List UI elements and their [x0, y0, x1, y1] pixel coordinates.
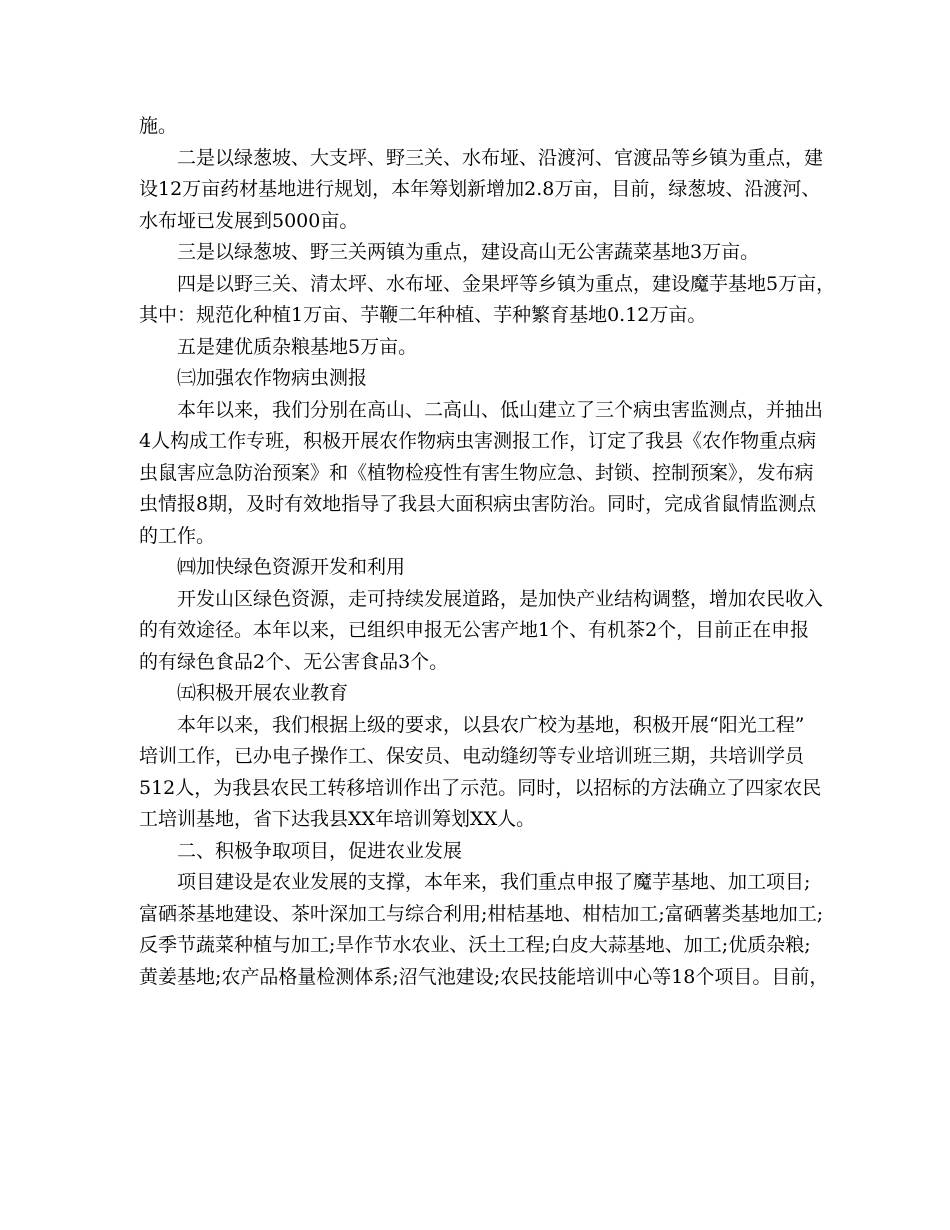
- section-heading: [139, 678, 819, 710]
- paragraph: [139, 143, 824, 238]
- text-line: 4人构成工作专班，积极开展农作物病虫害测报工作，订定了我县《农作物重点病: [139, 430, 817, 452]
- section-heading: [139, 363, 819, 395]
- text-line: 四是以野三关、清太坪、水布垭、金果坪等乡镇为重点，建设魔芋基地5万亩，: [177, 272, 836, 295]
- paragraph: [139, 395, 824, 553]
- document-body: [139, 111, 836, 993]
- text-line: 富硒茶基地建设、茶叶深加工与综合利用;柑桔基地、柑桔加工;富硒薯类基地加工;: [139, 902, 824, 925]
- text-line: 虫鼠害应急防治预案》和《植物检疫性有害生物应急、封锁、控制预案》，发布病: [139, 461, 814, 484]
- text-line: 培训工作，已办电子操作工、保安员、电动缝纫等专业培训班三期，共培训学员: [139, 745, 805, 767]
- text-line: 的有绿色食品2个、无公害食品3个。: [139, 650, 449, 673]
- text-line: 五是建优质杂粮基地5万亩。: [177, 335, 418, 358]
- text-line: 本年以来，我们分别在高山、二高山、低山建立了三个病虫害监测点，并抽出: [177, 398, 824, 421]
- text-line: 的有效途径。本年以来，已组织申报无公害产地1个、有机茶2个，目前正在申报: [139, 619, 810, 641]
- text-line: 黄姜基地;农产品格量检测体系;沼气池建设;农民技能培训中心等18个项目。目前，: [139, 965, 829, 988]
- text-line: ㈤积极开展农业教育: [177, 682, 349, 704]
- text-line: 水布垭已发展到5000亩。: [139, 209, 359, 232]
- text-line: 虫情报8期，及时有效地指导了我县大面积病虫害防治。同时，完成省鼠情监测点: [139, 493, 817, 515]
- text-line: 512人，为我县农民工转移培训作出了示范。同时，以招标的方法确立了四家农民: [139, 776, 822, 799]
- text-line: 二是以绿葱坡、大支坪、野三关、水布垭、沿渡河、官渡品等乡镇为重点，建: [177, 146, 824, 169]
- paragraph: [139, 584, 824, 679]
- text-line: 三是以绿葱坡、野三关两镇为重点，建设高山无公害蔬菜基地3万亩。: [177, 241, 760, 263]
- text-line: 开发山区绿色资源，走可持续发展道路，是加快产业结构调整，增加农民收入: [177, 587, 824, 610]
- paragraph: [139, 269, 836, 332]
- section-heading: [139, 836, 819, 868]
- text-line: 本年以来，我们根据上级的要求，以县农广校为基地，积极开展“阳光工程”: [177, 713, 805, 736]
- paragraph: [139, 332, 819, 364]
- section-heading: [139, 552, 819, 584]
- text-line: ㈣加快绿色资源开发和利用: [177, 556, 406, 578]
- paragraph: [139, 867, 829, 993]
- text-line: 施。: [139, 115, 178, 137]
- text-line: 项目建设是农业发展的支撑，本年来，我们重点申报了魔芋基地、加工项目;: [177, 871, 811, 893]
- text-line: 反季节蔬菜种植与加工;旱作节水农业、沃土工程;白皮大蒜基地、加工;优质杂粮;: [139, 934, 811, 956]
- text-line: 二、积极争取项目，促进农业发展: [177, 839, 463, 862]
- text-line: 的工作。: [139, 524, 216, 547]
- text-line: ㈢加强农作物病虫测报: [177, 367, 368, 389]
- paragraph: [139, 710, 822, 836]
- paragraph: [139, 111, 819, 143]
- paragraph: [139, 237, 819, 269]
- text-line: 其中：规范化种植1万亩、芋鞭二年种植、芋种繁育基地0.12万亩。: [139, 304, 707, 326]
- text-line: 设12万亩药材基地进行规划，本年筹划新增加2.8万亩，目前，绿葱坡、沿渡河、: [139, 178, 821, 200]
- text-line: 工培训基地，省下达我县XX年培训筹划XX人。: [139, 808, 536, 830]
